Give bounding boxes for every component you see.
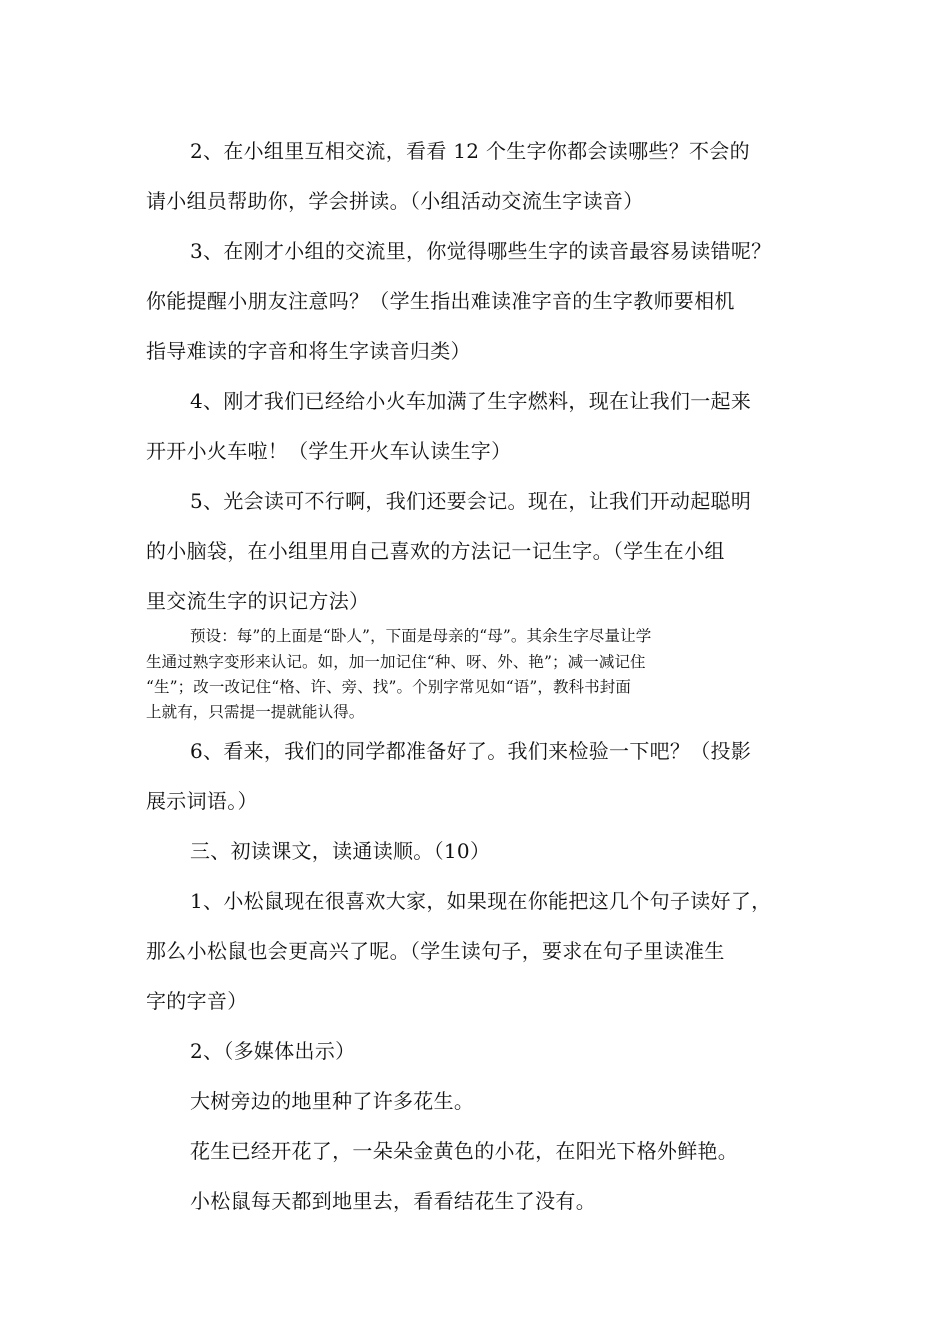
preset-note-line-4: 上就有，只需提一提就能认得。 <box>146 703 365 721</box>
paragraph-2-line-2: 你能提醒小朋友注意吗？（学生指出难读准字音的生字教师要相机 <box>146 289 735 313</box>
sentence-3: 小松鼠每天都到地里去，看看结花生了没有。 <box>190 1189 596 1213</box>
section-heading-3: 三、初读课文，读通读顺。（10） <box>190 839 491 863</box>
paragraph-4-line-1: 5、光会读可不行啊，我们还要会记。现在，让我们开动起聪明 <box>190 489 752 513</box>
paragraph-2-line-1: 3、在刚才小组的交流里，你觉得哪些生字的读音最容易读错呢？ <box>190 239 772 263</box>
preset-note-line-3: “生”；改一改记住“格、许、旁、找”。个别字常见如“语”，教科书封面 <box>146 678 631 696</box>
paragraph-1-line-2: 请小组员帮助你，学会拼读。（小组活动交流生字读音） <box>146 189 644 213</box>
paragraph-3-line-1: 4、刚才我们已经给小火车加满了生字燃料，现在让我们一起来 <box>190 389 752 413</box>
paragraph-9-line-1: 2、（多媒体出示） <box>190 1039 356 1063</box>
paragraph-8-line-2: 那么小松鼠也会更高兴了呢。（学生读句子，要求在句子里读准生 <box>146 939 725 963</box>
paragraph-8-line-1: 1、小松鼠现在很喜欢大家，如果现在你能把这几个句子读好了， <box>190 889 772 913</box>
preset-note-line-2: 生通过熟字变形来认记。如，加一加记住“种、呀、外、艳”；减一减记住 <box>146 653 646 671</box>
paragraph-2-line-3: 指导难读的字音和将生字读音归类） <box>146 339 471 363</box>
paragraph-4-line-2: 的小脑袋，在小组里用自己喜欢的方法记一记生字。（学生在小组 <box>146 539 725 563</box>
preset-note-line-1: 预设：每”的上面是“卧人”，下面是母亲的“母”。其余生字尽量让学 <box>190 627 652 645</box>
paragraph-6-line-1: 6、看来，我们的同学都准备好了。我们来检验一下吧？（投影 <box>190 739 752 763</box>
paragraph-3-line-2: 开开小火车啦！（学生开火车认读生字） <box>146 439 512 463</box>
paragraph-6-line-2: 展示词语。） <box>146 789 258 813</box>
paragraph-8-line-3: 字的字音） <box>146 989 248 1013</box>
paragraph-1-line-1: 2、在小组里互相交流，看看 12 个生字你都会读哪些？不会的 <box>190 139 750 163</box>
sentence-2: 花生已经开花了，一朵朵金黄色的小花，在阳光下格外鲜艳。 <box>190 1139 739 1163</box>
sentence-1: 大树旁边的地里种了许多花生。 <box>190 1089 475 1113</box>
paragraph-4-line-3: 里交流生字的识记方法） <box>146 589 370 613</box>
